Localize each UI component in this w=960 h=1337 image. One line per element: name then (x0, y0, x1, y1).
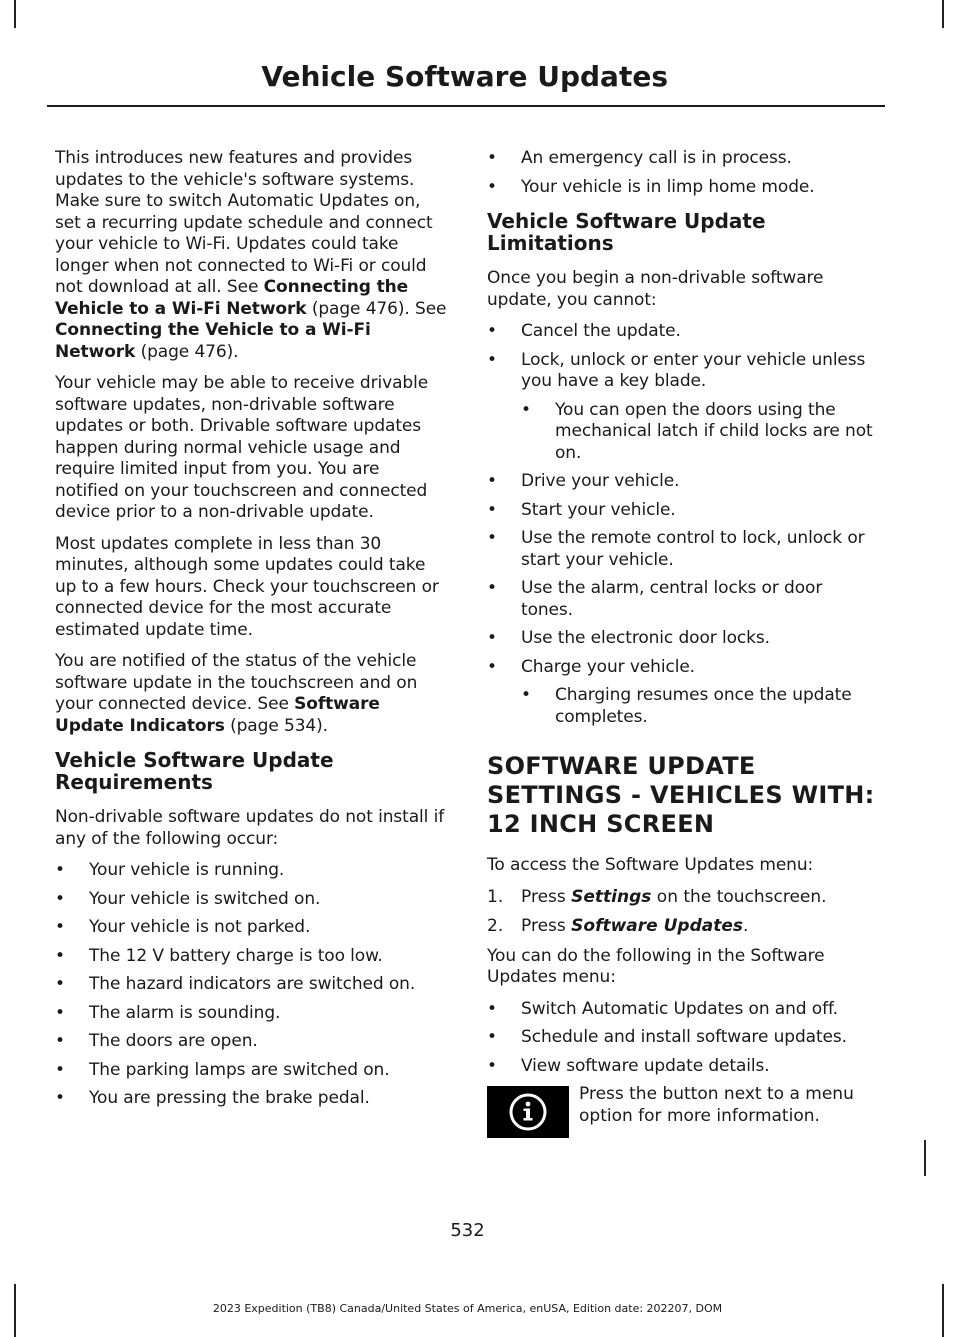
limitations-list (487, 471, 879, 678)
list-item: • The alarm is sounding. (55, 1003, 447, 1025)
list-item: • The doors are open. (55, 1031, 447, 1053)
list-item: • You can open the doors using the mechanical latch if child locks are not on. (487, 400, 879, 465)
right-column (487, 148, 879, 1144)
drivable-paragraph: Your vehicle may be able to receive drivable software updates, non-drivable software updates or both. Drivable software updates happen during normal vehicle usage and require limited input from you. You are notified on your touchscreen and connected device prior to a non-drivable update. (55, 373, 429, 522)
list-item: • The 12 V battery charge is too low. (55, 946, 447, 968)
limitations-sublist (487, 400, 879, 465)
list-item: • Your vehicle is running. (55, 860, 447, 882)
list-item: • Start your vehicle. (487, 500, 879, 522)
info-text: Press the button next to a menu option for more information. (579, 1084, 854, 1126)
list-item: • Charge your vehicle. (487, 657, 879, 679)
list-item: • Lock, unlock or enter your vehicle unless you have a key blade. (487, 350, 879, 393)
page-number: 532 (450, 1220, 485, 1241)
crop-mark (942, 0, 944, 28)
list-item: • Charging resumes once the update completes. (487, 685, 879, 728)
requirements-list-continued (487, 148, 879, 198)
crop-mark (14, 0, 16, 28)
page-header-title: Vehicle Software Updates (261, 60, 668, 93)
settings-steps (487, 887, 879, 938)
step-item: 2. Press Software Updates. (487, 916, 749, 936)
wifi-link[interactable]: Connecting the Vehicle to a Wi-Fi Network (55, 277, 409, 319)
limitations-sublist (487, 685, 879, 728)
list-item: • An emergency call is in process. (487, 148, 879, 170)
list-item: • You are pressing the brake pedal. (55, 1088, 447, 1110)
crop-mark (924, 1140, 926, 1176)
limitations-intro: Once you begin a non-drivable software update, you cannot: (487, 268, 824, 310)
list-item: • Your vehicle is not parked. (55, 917, 447, 939)
settings-intro: To access the Software Updates menu: (487, 855, 814, 875)
limitations-heading: Vehicle Software Update Limitations (487, 209, 766, 255)
crop-mark (942, 1284, 944, 1337)
list-item: • Your vehicle is in limp home mode. (487, 177, 879, 199)
list-item: • The hazard indicators are switched on. (55, 974, 447, 996)
indicators-link[interactable]: Software Update Indicators (55, 694, 380, 736)
list-item: • View software update details. (487, 1056, 879, 1078)
requirements-intro: Non-drivable software updates do not install if any of the following occur: (55, 807, 445, 849)
header-rule (47, 105, 885, 107)
step-item: 1. Press Settings on the touchscreen. (487, 886, 827, 907)
info-block (487, 1084, 879, 1144)
list-item: • Drive your vehicle. (487, 471, 879, 493)
limitations-list (487, 321, 879, 393)
list-item: • Use the alarm, central locks or door tones. (487, 578, 879, 621)
list-item: • Use the electronic door locks. (487, 628, 879, 650)
duration-paragraph: Most updates complete in less than 30 minutes, although some updates could take up to a few hours. Check your touchscreen or connected device for the most accurate estimated update time. (55, 533, 439, 640)
settings-heading: SOFTWARE UPDATE SETTINGS - VEHICLES WITH: 12 INCH SCREEN (487, 752, 875, 838)
list-item: • Schedule and install software updates. (487, 1027, 879, 1049)
list-item: • Use the remote control to lock, unlock or start your vehicle. (487, 528, 879, 571)
requirements-list (55, 860, 447, 1110)
requirements-heading: Vehicle Software Update Requirements (55, 748, 334, 794)
footer-text: 2023 Expedition (TB8) Canada/United States of America, enUSA, Edition date: 202207, DOM (212, 1302, 723, 1315)
wifi-link[interactable]: Connecting the Vehicle to a Wi-Fi Network (55, 320, 371, 362)
list-item: • Cancel the update. (487, 321, 879, 343)
list-item: • The parking lamps are switched on. (55, 1060, 447, 1082)
left-column (55, 148, 447, 1117)
intro-paragraph: This introduces new features and provides updates to the vehicle's software systems. Make sure to switch Automatic Updates on, set a recurring update schedule and connect your vehicle to Wi-Fi. Updates could take longer when not connected to Wi-Fi or could not download at all. See Connecting the Vehicle to a Wi-Fi Network (page 476). See Connecting the Vehicle to a Wi-Fi Network (page 476). (55, 148, 447, 362)
menu-list (487, 999, 879, 1078)
status-paragraph: You are notified of the status of the vehicle software update in the touchscreen and on your connected device. See Software Update Indicators (page 534). (55, 651, 418, 736)
info-icon (487, 1086, 569, 1138)
list-item: • Switch Automatic Updates on and off. (487, 999, 879, 1021)
menu-intro: You can do the following in the Software Updates menu: (487, 945, 825, 987)
list-item: • Your vehicle is switched on. (55, 889, 447, 911)
